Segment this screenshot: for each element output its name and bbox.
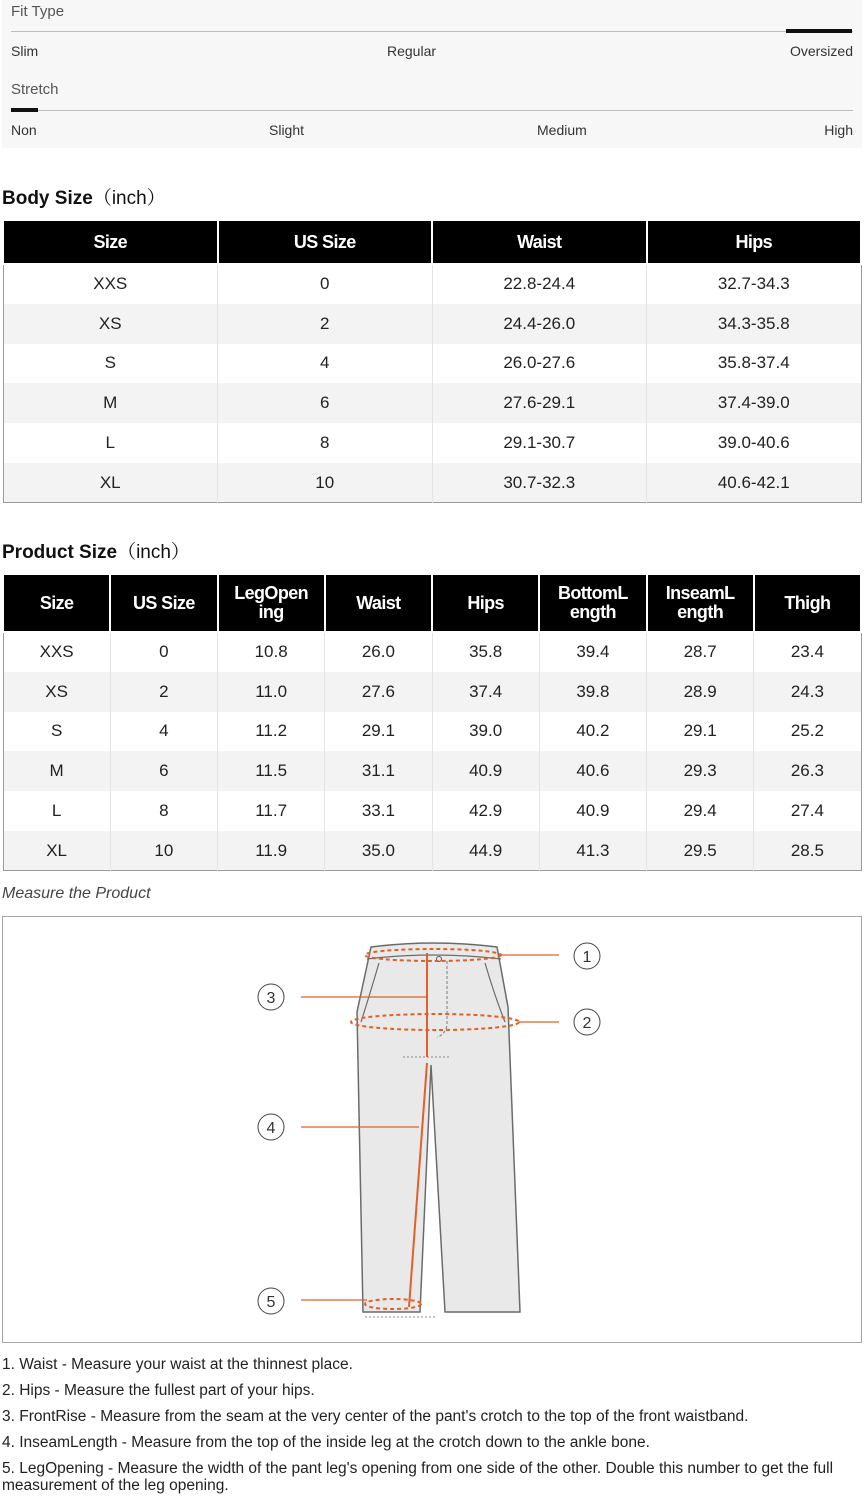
table-cell: XS [3, 304, 218, 344]
table-cell: 10.8 [218, 632, 325, 672]
table-cell: 11.9 [218, 831, 325, 871]
stretch-label-slight: Slight [269, 122, 305, 138]
table-cell: 0 [110, 632, 217, 672]
stretch-label-medium: Medium [537, 122, 587, 138]
table-cell: XL [3, 463, 218, 503]
table-row [3, 831, 861, 871]
table-cell: 2 [218, 304, 433, 344]
callout-number: 1 [582, 949, 592, 966]
table-cell: 29.4 [647, 791, 754, 831]
note-waist: 1. Waist - Measure your waist at the thinnest place. [2, 1356, 353, 1373]
callout-5 [258, 1288, 284, 1314]
col-header-size: Size [3, 574, 110, 632]
table-cell: S [3, 344, 218, 384]
callout-4 [258, 1114, 284, 1140]
table-cell: 30.7-32.3 [432, 463, 647, 503]
note-leg-opening: 5. LegOpening - Measure the width of the pant leg's opening from one side of the other. Double this number to get the full measurement of the leg opening. [2, 1460, 834, 1494]
table-cell: 42.9 [432, 791, 539, 831]
table-row [3, 712, 861, 752]
table-cell: 8 [218, 423, 433, 463]
fit-type-indicator [786, 29, 852, 33]
table-cell: 26.0 [325, 632, 432, 672]
product-size-unit: （inch） [117, 542, 190, 563]
note-hips: 2. Hips - Measure the fullest part of your hips. [2, 1382, 315, 1399]
fit-stretch-panel [2, 0, 862, 148]
table-cell: 0 [218, 264, 433, 304]
table-cell: XL [3, 831, 110, 871]
table-row [3, 632, 861, 672]
table-row [3, 463, 861, 503]
stretch-label-high: High [824, 122, 853, 138]
pants-illustration [3, 917, 861, 1342]
table-cell: 6 [110, 751, 217, 791]
callout-number: 3 [266, 990, 276, 1007]
measurement-notes [2, 1356, 852, 1500]
callout-number: 5 [266, 1294, 276, 1311]
table-cell: 40.2 [539, 712, 646, 752]
col-header-thigh: Thigh [754, 574, 861, 632]
table-header-row [3, 220, 861, 264]
table-cell: 29.1 [647, 712, 754, 752]
table-cell: 39.0-40.6 [647, 423, 862, 463]
fit-type-label-regular: Regular [387, 43, 437, 59]
table-cell: XS [3, 672, 110, 712]
table-cell: 11.0 [218, 672, 325, 712]
table-cell: 11.7 [218, 791, 325, 831]
table-cell: 11.2 [218, 712, 325, 752]
product-size-table [2, 573, 862, 871]
table-cell: 40.6 [539, 751, 646, 791]
col-header-hips: Hips [432, 574, 539, 632]
table-cell: 28.5 [754, 831, 861, 871]
table-cell: 6 [218, 383, 433, 423]
callout-1 [574, 943, 600, 969]
table-cell: 35.8 [432, 632, 539, 672]
table-row [3, 672, 861, 712]
table-cell: XXS [3, 632, 110, 672]
table-cell: 10 [110, 831, 217, 871]
table-cell: 27.6-29.1 [432, 383, 647, 423]
table-cell: 33.1 [325, 791, 432, 831]
body-size-title [2, 183, 166, 210]
table-cell: 4 [218, 344, 433, 384]
table-cell: 2 [110, 672, 217, 712]
stretch-title: Stretch [11, 81, 59, 98]
table-cell: 22.8-24.4 [432, 264, 647, 304]
product-size-title [2, 537, 190, 564]
table-cell: 39.0 [432, 712, 539, 752]
table-header-row [3, 574, 861, 632]
table-cell: 29.1 [325, 712, 432, 752]
table-cell: S [3, 712, 110, 752]
note-front-rise: 3. FrontRise - Measure from the seam at the very center of the pant's crotch to the top of the front waistband. [2, 1408, 749, 1425]
table-cell: 44.9 [432, 831, 539, 871]
col-header-bottom-length: BottomL ength [539, 574, 646, 632]
table-cell: 24.4-26.0 [432, 304, 647, 344]
table-cell: 29.5 [647, 831, 754, 871]
col-header-waist: Waist [432, 220, 647, 264]
table-cell: 37.4-39.0 [647, 383, 862, 423]
col-header-leg-opening: LegOpen ing [218, 574, 325, 632]
fit-type-label-slim: Slim [11, 43, 39, 59]
product-size-title-text: Product Size [2, 542, 118, 563]
table-row [3, 344, 861, 384]
table-row [3, 751, 861, 791]
measure-caption: Measure the Product [2, 885, 151, 902]
table-cell: 29.1-30.7 [432, 423, 647, 463]
table-cell: 28.9 [647, 672, 754, 712]
table-cell: XXS [3, 264, 218, 304]
callout-number: 4 [266, 1120, 276, 1137]
body-size-unit: （inch） [92, 188, 166, 209]
stretch-scale-line [11, 110, 853, 111]
stretch-label-non: Non [11, 122, 37, 138]
callout-3 [258, 984, 284, 1010]
table-cell: 40.9 [432, 751, 539, 791]
table-cell: 40.9 [539, 791, 646, 831]
table-row [3, 304, 861, 344]
table-cell: 39.4 [539, 632, 646, 672]
table-cell: 4 [110, 712, 217, 752]
table-cell: L [3, 423, 218, 463]
table-cell: 10 [218, 463, 433, 503]
fit-type-title: Fit Type [11, 3, 65, 20]
callout-number: 2 [582, 1015, 592, 1032]
table-row [3, 383, 861, 423]
table-cell: 24.3 [754, 672, 861, 712]
table-cell: M [3, 383, 218, 423]
table-cell: L [3, 791, 110, 831]
col-header-hips: Hips [647, 220, 862, 264]
body-size-title-text: Body Size [2, 188, 93, 209]
table-cell: 11.5 [218, 751, 325, 791]
callout-2 [574, 1009, 600, 1035]
table-cell: 29.3 [647, 751, 754, 791]
table-cell: 35.8-37.4 [647, 344, 862, 384]
table-cell: 27.6 [325, 672, 432, 712]
table-cell: M [3, 751, 110, 791]
table-cell: 31.1 [325, 751, 432, 791]
table-cell: 32.7-34.3 [647, 264, 862, 304]
col-header-size: Size [3, 220, 218, 264]
table-cell: 35.0 [325, 831, 432, 871]
table-cell: 27.4 [754, 791, 861, 831]
table-row [3, 423, 861, 463]
table-cell: 26.0-27.6 [432, 344, 647, 384]
measurement-diagram [2, 916, 862, 1343]
table-cell: 23.4 [754, 632, 861, 672]
col-header-us-size: US Size [110, 574, 217, 632]
col-header-inseam-length: InseamL ength [647, 574, 754, 632]
col-header-waist: Waist [325, 574, 432, 632]
table-cell: 41.3 [539, 831, 646, 871]
table-cell: 28.7 [647, 632, 754, 672]
table-cell: 25.2 [754, 712, 861, 752]
stretch-indicator [11, 108, 38, 112]
table-cell: 34.3-35.8 [647, 304, 862, 344]
body-size-table [2, 219, 862, 503]
table-row [3, 791, 861, 831]
table-cell: 26.3 [754, 751, 861, 791]
note-inseam-length: 4. InseamLength - Measure from the top of the inside leg at the crotch down to the ankle bone. [2, 1434, 650, 1451]
fit-type-label-oversized: Oversized [789, 43, 853, 59]
fit-type-scale-line [11, 31, 853, 32]
col-header-us-size: US Size [218, 220, 433, 264]
table-cell: 39.8 [539, 672, 646, 712]
table-cell: 37.4 [432, 672, 539, 712]
table-cell: 40.6-42.1 [647, 463, 862, 503]
table-row [3, 264, 861, 304]
table-cell: 8 [110, 791, 217, 831]
